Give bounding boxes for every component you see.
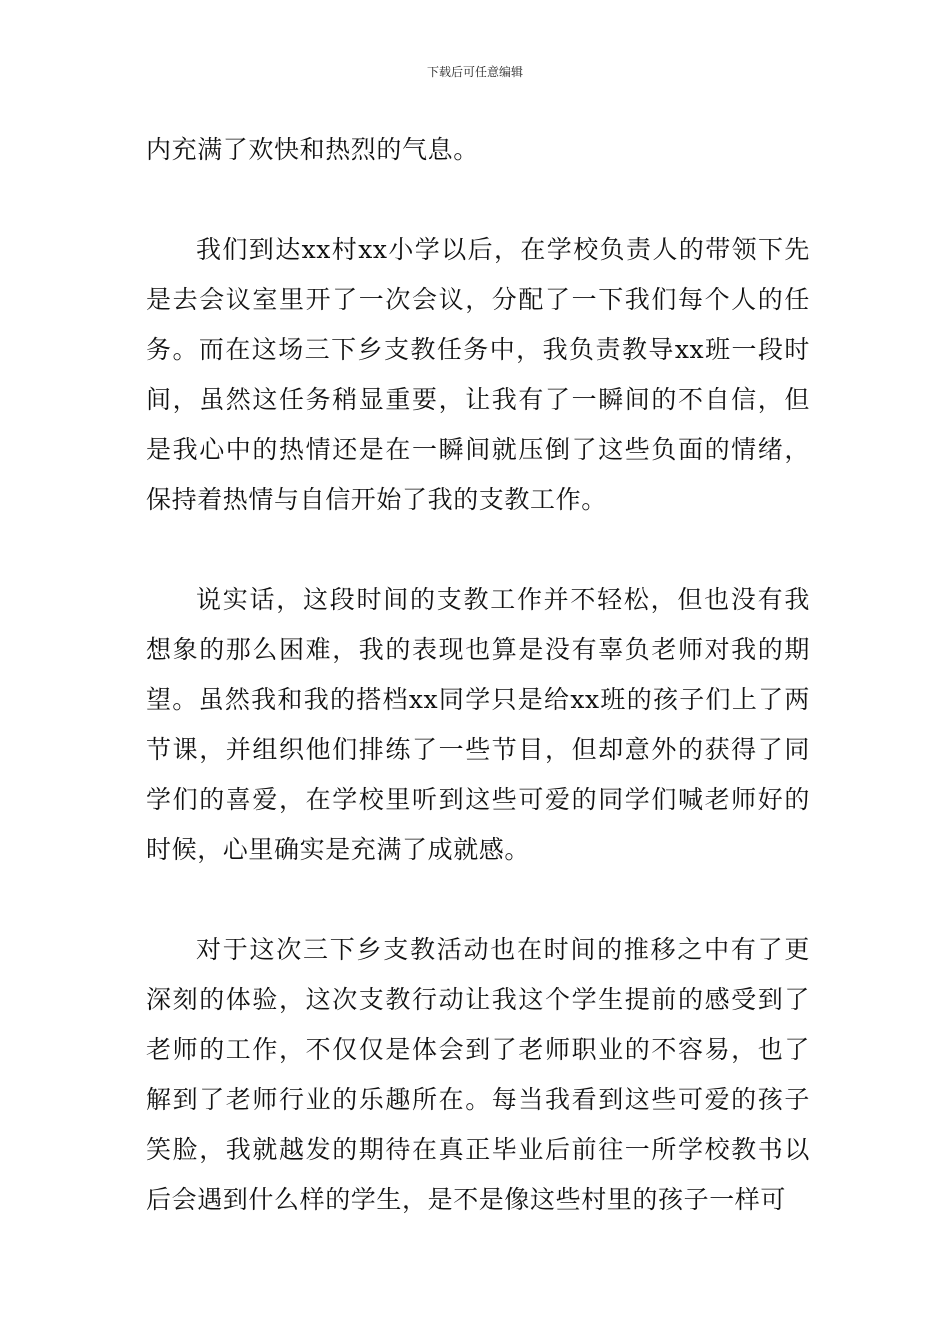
paragraph-gap bbox=[146, 525, 810, 575]
paragraph-gap bbox=[146, 875, 810, 925]
paragraph-3: 说实话，这段时间的支教工作并不轻松，但也没有我想象的那么困难，我的表现也算是没有辜负老师对我的期望。虽然我和我的搭档xx同学只是给xx班的孩子们上了两节课，并组织他们排练了一些节目，但却意外的获得了同学们的喜爱，在学校里听到这些可爱的同学们喊老师好的时候，心里确实是充满了成就感。 bbox=[146, 585, 810, 864]
document-body bbox=[146, 125, 810, 1225]
paragraph-4: 对于这次三下乡支教活动也在时间的推移之中有了更深刻的体验，这次支教行动让我这个学生提前的感受到了老师的工作，不仅仅是体会到了老师职业的不容易，也了解到了老师行业的乐趣所在。每当我看到这些可爱的孩子笑脸，我就越发的期待在真正毕业后前往一所学校教书以后会遇到什么样的学生，是不是像这些村里的孩子一样可 bbox=[146, 935, 810, 1214]
paragraph-gap bbox=[146, 175, 810, 225]
header-note: 下载后可任意编辑 bbox=[426, 65, 523, 79]
paragraph-2: 我们到达xx村xx小学以后，在学校负责人的带领下先是去会议室里开了一次会议，分配了一下我们每个人的任务。而在这场三下乡支教任务中，我负责教导xx班一段时间，虽然这任务稍显重要，让我有了一瞬间的不自信，但是我心中的热情还是在一瞬间就压倒了这些负面的情绪，保持着热情与自信开始了我的支教工作。 bbox=[146, 235, 810, 514]
page-header bbox=[0, 64, 950, 80]
paragraph-1: 内充满了欢快和热烈的气息。 bbox=[146, 135, 479, 164]
